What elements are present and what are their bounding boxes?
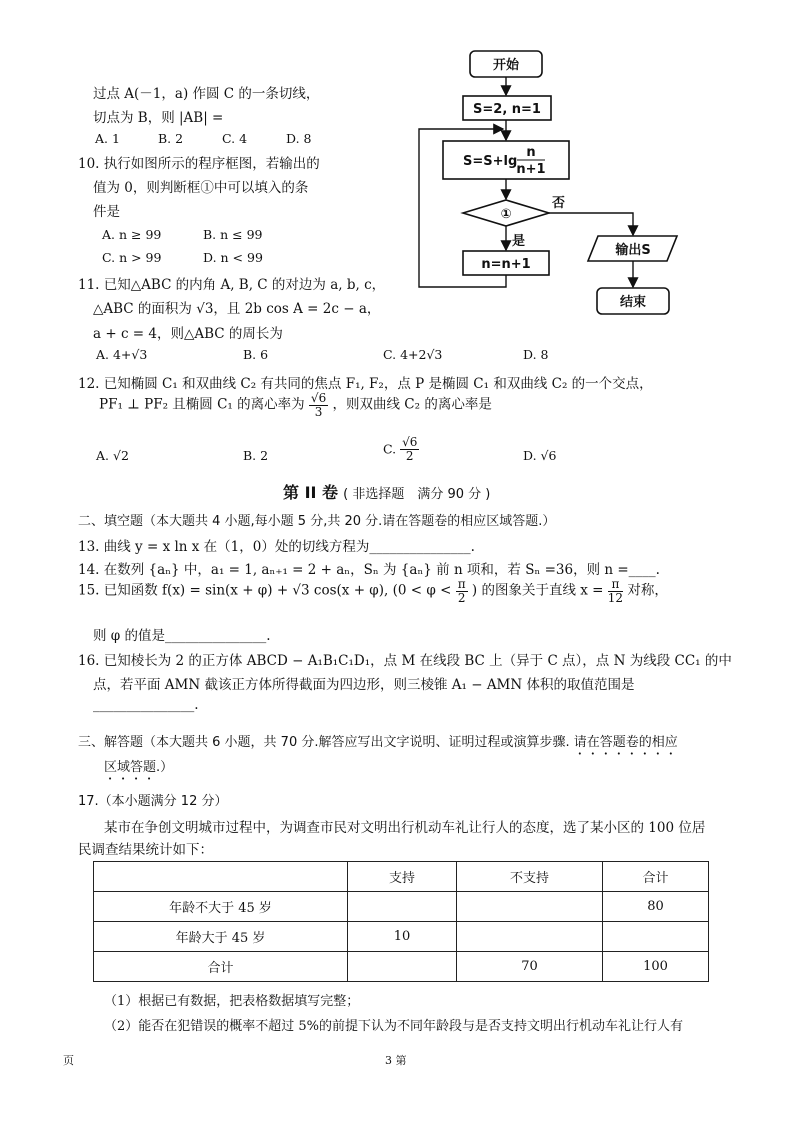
- q15-twelve: 12: [607, 590, 624, 605]
- q17-title: 17.（本小题满分 12 分）: [78, 794, 228, 809]
- q17-part1: （1）根据已有数据，把表格数据填写完整；: [104, 994, 360, 1009]
- q15-text-b: ) 的图象关于直线 x =: [471, 582, 604, 599]
- solve-header-text: 三、解答题（本大题共 6 小题，共 70 分.解答应写出文字说明、证明过程或演算步骤.: [78, 735, 570, 750]
- q12-line1: 12. 已知椭圆 C₁ 和双曲线 C₂ 有共同的焦点 F₁, F₂，点 P 是椭圆 C₁ 和双曲线 C₂ 的一个交点，: [78, 376, 653, 392]
- table-header-cell: 支持: [348, 862, 457, 892]
- q12-option-c-label: C.: [383, 441, 397, 457]
- table-row: [94, 922, 709, 952]
- q10-option-d: D. n < 99: [203, 250, 263, 265]
- q16-line2: 点，若平面 AMN 截该正方体所得截面为四边形，则三棱锥 A₁ − AMN 体积的取值范围是: [93, 677, 635, 693]
- footer-left: 页: [63, 1054, 74, 1067]
- q14: 14. 在数列 {aₙ} 中，a₁ = 1, aₙ₊₁ = 2 + aₙ，Sₙ 为 {aₙ} 前 n 项和，若 Sₙ =36，则 n =____.: [78, 562, 660, 578]
- flow-update-num: n: [526, 145, 536, 160]
- q12-line2-text-b: ，则双曲线 C₂ 的离心率是: [332, 396, 492, 413]
- flow-output-label: 输出S: [615, 243, 651, 258]
- table-cell: 10: [348, 922, 457, 952]
- q17-text-line2: 民调查结果统计如下：: [78, 842, 213, 858]
- table-cell: 合计: [94, 952, 348, 982]
- flow-increment-label: n=n+1: [481, 257, 531, 272]
- table-cell: 80: [603, 892, 709, 922]
- q12-eccentricity-fraction: [309, 392, 328, 418]
- q17-part2: （2）能否在犯错误的概率不超过 5%的前提下认为不同年龄段与是否支持文明出行机动车礼让行人有: [104, 1019, 684, 1034]
- table-header-cell: [94, 862, 348, 892]
- table-header-cell: 合计: [603, 862, 709, 892]
- q10-line1: 10. 执行如图所示的程序框图，若输出的: [78, 156, 320, 172]
- q13: 13. 曲线 y = x ln x 在（1，0）处的切线方程为_______________.: [78, 539, 475, 555]
- table-header-row: [94, 862, 709, 892]
- part2-subtitle: ( 非选择题 满分 90 分 ): [343, 487, 491, 502]
- q9-option-a: A. 1: [95, 131, 120, 146]
- q10-option-b: B. n ≤ 99: [203, 227, 263, 242]
- q12-option-c-den: 2: [405, 448, 414, 463]
- q12-ecc-num: √6: [310, 391, 327, 405]
- flow-update-den: n+1: [516, 162, 546, 177]
- q15-line1: [78, 578, 668, 604]
- q9-option-b: B. 2: [158, 131, 184, 146]
- q12-option-a: A. √2: [96, 448, 129, 463]
- q15-text-c: 对称，: [627, 582, 668, 599]
- table-row: [94, 892, 709, 922]
- q15-pi-over-2: [456, 578, 468, 604]
- table-cell: [603, 922, 709, 952]
- solve-header-dotted: 请在答题卷的相应: [573, 735, 678, 750]
- solve-section-header-line1: [78, 731, 678, 758]
- q9-option-d: D. 8: [286, 131, 312, 146]
- table-cell: [348, 952, 457, 982]
- q10-option-c: C. n > 99: [102, 250, 162, 265]
- flow-no-label: 否: [552, 196, 566, 211]
- q11-line1: 11. 已知△ABC 的内角 A, B, C 的对边为 a, b, c，: [78, 277, 386, 293]
- flow-arrow-no: [549, 213, 633, 235]
- q16-line3: _______________.: [93, 697, 199, 713]
- flow-start-label: 开始: [492, 58, 520, 73]
- table-cell: 年龄不大于 45 岁: [94, 892, 348, 922]
- q10-line2: 值为 0，则判断框①中可以填入的条: [93, 180, 309, 196]
- q9-line1: 过点 A(－1，a) 作圆 C 的一条切线，: [93, 86, 320, 102]
- q10-line3: 件是: [93, 204, 120, 220]
- q16-line1: 16. 已知棱长为 2 的正方体 ABCD − A₁B₁C₁D₁，点 M 在线段 BC 上（异于 C 点），点 N 为线段 CC₁ 的中: [78, 653, 732, 669]
- q10-option-a: A. n ≥ 99: [102, 227, 162, 242]
- table-cell: 年龄大于 45 岁: [94, 922, 348, 952]
- flow-end-label: 结束: [619, 295, 647, 310]
- q15-two: 2: [457, 590, 466, 605]
- q9-line2: 切点为 B，则 |AB| =: [93, 110, 224, 126]
- flow-yes-label: 是: [512, 234, 526, 249]
- table-row: [94, 952, 709, 982]
- table-cell: 100: [603, 952, 709, 982]
- q12-option-c-fraction: [400, 436, 419, 462]
- q12-option-c-num: √6: [402, 435, 418, 449]
- q12-line2-text-a: PF₁ ⊥ PF₂ 且椭圆 C₁ 的离心率为: [99, 396, 305, 413]
- q15-text-a: 15. 已知函数 f(x) = sin(x + φ) + √3 cos(x + φ), (0 < φ <: [78, 582, 452, 599]
- table-header-cell: 不支持: [457, 862, 603, 892]
- q11-option-a: A. 4+√3: [96, 347, 148, 362]
- part2-title: 第 II 卷: [283, 483, 339, 502]
- flow-init-label: S=2, n=1: [473, 102, 541, 117]
- q11-line2: △ABC 的面积为 √3，且 2b cos A = 2c − a，: [93, 301, 381, 317]
- flow-update-prefix: S=S+lg: [463, 154, 518, 169]
- q15-line2: 则 φ 的值是_______________.: [93, 628, 271, 644]
- table-cell: [457, 892, 603, 922]
- q17-text-line1: 某市在争创文明城市过程中，为调查市民对文明出行机动车礼让行人的态度，选了某小区的 100 位居: [104, 820, 706, 836]
- table-cell: [348, 892, 457, 922]
- table-cell: 70: [457, 952, 603, 982]
- q12-option-d: D. √6: [523, 448, 557, 463]
- q12-option-b: B. 2: [243, 448, 269, 463]
- program-flowchart: [405, 45, 705, 325]
- fill-section-header: 二、填空题（本大题共 4 小题,每小题 5 分,共 20 分.请在答题卷的相应区域答题.）: [78, 514, 556, 529]
- q11-line3: a + c = 4，则△ABC 的周长为: [93, 326, 283, 342]
- q12-line2: [99, 392, 492, 418]
- q12-ecc-den: 3: [314, 404, 323, 419]
- q11-option-d: D. 8: [523, 347, 549, 362]
- q15-pi2: π: [608, 578, 623, 592]
- solve-section-header-line2: 区域答题.）: [104, 760, 174, 775]
- q15-pi1: π: [457, 577, 466, 591]
- q17-statistics-table: [93, 861, 709, 982]
- q11-option-c: C. 4+2√3: [383, 347, 443, 362]
- footer-page-number: 3 第: [385, 1054, 407, 1067]
- q9-option-c: C. 4: [222, 131, 248, 146]
- q12-option-c: [383, 436, 419, 462]
- q11-option-b: B. 6: [243, 347, 269, 362]
- q15-pi-over-12: [608, 578, 623, 604]
- table-cell: [457, 922, 603, 952]
- flow-decision-label: ①: [500, 207, 512, 222]
- part2-heading: [283, 480, 490, 503]
